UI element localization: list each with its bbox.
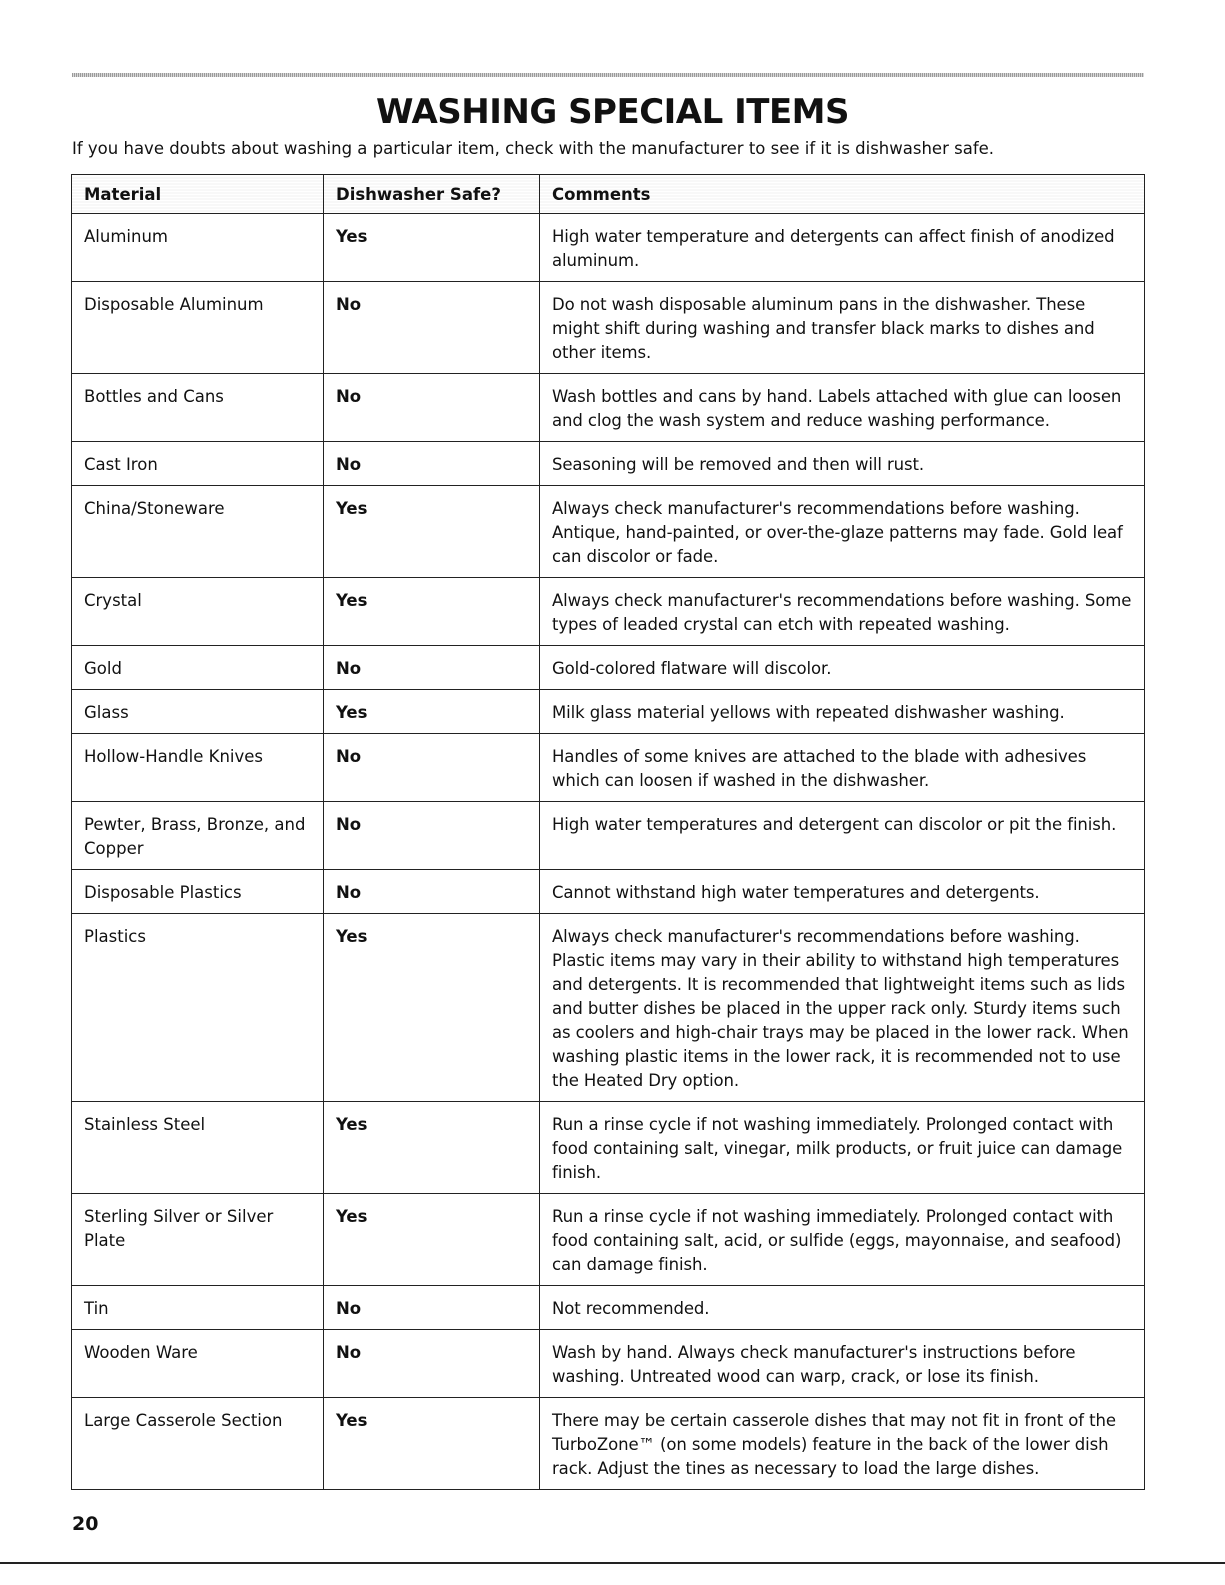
table-row [72,578,1145,646]
comment-cell: Milk glass material yellows with repeated dishwasher washing. [540,690,1145,734]
table-row [72,870,1145,914]
material-cell: Tin [72,1286,324,1330]
table-row [72,442,1145,486]
material-cell: Bottles and Cans [72,374,324,442]
comment-cell: Always check manufacturer's recommendations before washing. Some types of leaded crystal can etch with repeated washing. [540,578,1145,646]
table-row [72,646,1145,690]
dishwasher-safe-cell: No [324,374,540,442]
comment-cell: Always check manufacturer's recommendations before washing. Plastic items may vary in their ability to withstand high temperatures and detergents. It is recommended that lightweight items such as lids and butter dishes be placed in the upper rack only. Sturdy items such as coolers and high-chair trays may be placed in the lower rack. When washing plastic items in the lower rack, it is recommended not to use the Heated Dry option. [540,914,1145,1102]
table-row [72,214,1145,282]
material-cell: Wooden Ware [72,1330,324,1398]
comment-cell: There may be certain casserole dishes that may not fit in front of the TurboZone™ (on some models) feature in the back of the lower dish rack. Adjust the tines as necessary to load the large dishes. [540,1398,1145,1490]
dishwasher-safe-cell: No [324,1286,540,1330]
material-cell: Stainless Steel [72,1102,324,1194]
intro-text: If you have doubts about washing a particular item, check with the manufacturer to see if it is dishwasher safe. [72,139,995,158]
material-cell: Glass [72,690,324,734]
dishwasher-safe-cell: No [324,1330,540,1398]
dishwasher-safe-cell: No [324,282,540,374]
column-header-comments: Comments [540,175,1145,214]
comment-cell: Always check manufacturer's recommendations before washing. Antique, hand-painted, or over-the-glaze patterns may fade. Gold leaf can discolor or fade. [540,486,1145,578]
material-cell: Pewter, Brass, Bronze, and Copper [72,802,324,870]
table-row [72,1330,1145,1398]
material-cell: Disposable Plastics [72,870,324,914]
dishwasher-safe-cell: Yes [324,214,540,282]
material-cell: Sterling Silver or Silver Plate [72,1194,324,1286]
material-cell: Disposable Aluminum [72,282,324,374]
dishwasher-safe-cell: Yes [324,1194,540,1286]
dishwasher-safe-cell: Yes [324,486,540,578]
dishwasher-safe-cell: No [324,646,540,690]
table-header-row [72,175,1145,214]
dishwasher-safe-cell: No [324,802,540,870]
bottom-divider [0,1562,1225,1564]
comment-cell: Cannot withstand high water temperatures and detergents. [540,870,1145,914]
comment-cell: Run a rinse cycle if not washing immediately. Prolonged contact with food containing salt, acid, or sulfide (eggs, mayonnaise, and seafood) can damage finish. [540,1194,1145,1286]
table-row [72,282,1145,374]
material-cell: Gold [72,646,324,690]
top-divider [72,73,1144,77]
table-row [72,690,1145,734]
dishwasher-safe-cell: Yes [324,690,540,734]
comment-cell: High water temperature and detergents can affect finish of anodized aluminum. [540,214,1145,282]
material-cell: China/Stoneware [72,486,324,578]
dishwasher-safe-cell: No [324,734,540,802]
special-items-table [71,174,1145,1490]
dishwasher-safe-cell: Yes [324,1398,540,1490]
table-body [72,214,1145,1490]
material-cell: Hollow-Handle Knives [72,734,324,802]
page-title: WASHING SPECIAL ITEMS [375,92,850,132]
dishwasher-safe-cell: Yes [324,1102,540,1194]
comment-cell: Do not wash disposable aluminum pans in the dishwasher. These might shift during washing and transfer black marks to dishes and other items. [540,282,1145,374]
material-cell: Crystal [72,578,324,646]
column-header-material: Material [72,175,324,214]
dishwasher-safe-cell: Yes [324,914,540,1102]
material-cell: Plastics [72,914,324,1102]
dishwasher-safe-cell: Yes [324,578,540,646]
comment-cell: Handles of some knives are attached to the blade with adhesives which can loosen if washed in the dishwasher. [540,734,1145,802]
comment-cell: Wash by hand. Always check manufacturer's instructions before washing. Untreated wood can warp, crack, or lose its finish. [540,1330,1145,1398]
comment-cell: Wash bottles and cans by hand. Labels attached with glue can loosen and clog the wash system and reduce washing performance. [540,374,1145,442]
comment-cell: Gold-colored flatware will discolor. [540,646,1145,690]
table-row [72,374,1145,442]
table-row [72,486,1145,578]
table-row [72,802,1145,870]
table-row [72,1398,1145,1490]
comment-cell: High water temperatures and detergent can discolor or pit the finish. [540,802,1145,870]
table-row [72,1194,1145,1286]
material-cell: Large Casserole Section [72,1398,324,1490]
comment-cell: Run a rinse cycle if not washing immediately. Prolonged contact with food containing salt, vinegar, milk products, or fruit juice can damage finish. [540,1102,1145,1194]
column-header-dishwasher-safe: Dishwasher Safe? [324,175,540,214]
dishwasher-safe-cell: No [324,870,540,914]
page-number: 20 [72,1513,99,1535]
dishwasher-safe-cell: No [324,442,540,486]
table-row [72,914,1145,1102]
table-row [72,1102,1145,1194]
comment-cell: Seasoning will be removed and then will rust. [540,442,1145,486]
comment-cell: Not recommended. [540,1286,1145,1330]
table-row [72,1286,1145,1330]
table-row [72,734,1145,802]
material-cell: Cast Iron [72,442,324,486]
material-cell: Aluminum [72,214,324,282]
